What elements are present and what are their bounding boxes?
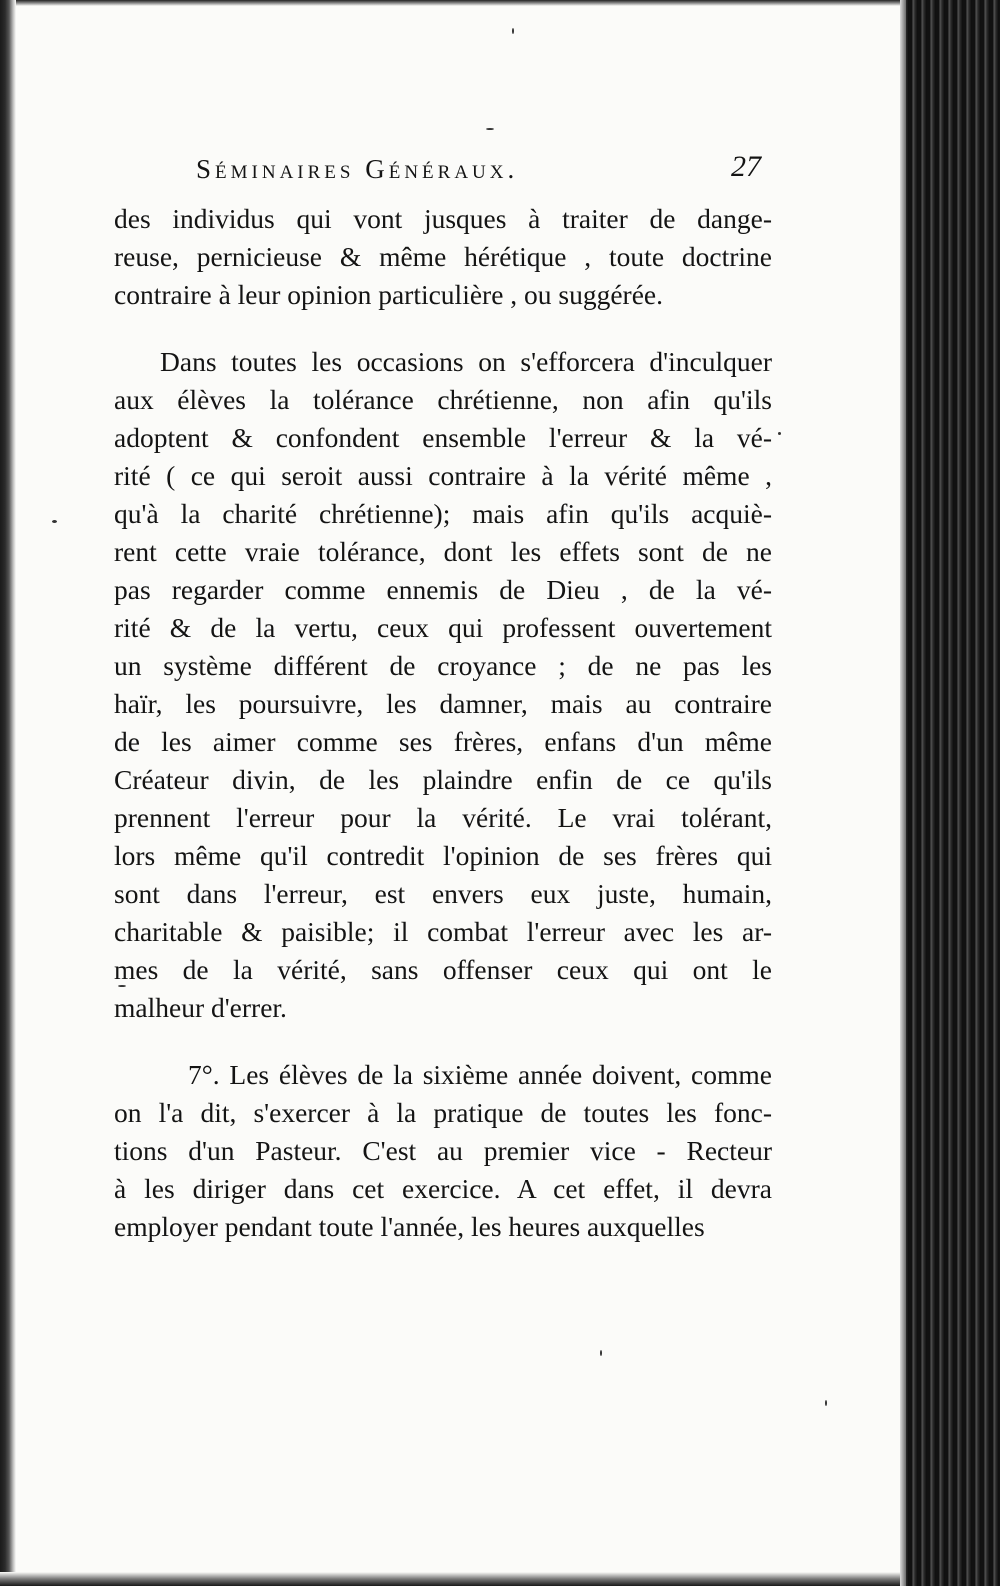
text-line: pas regarder comme ennemis de Dieu , de la vé- bbox=[114, 574, 772, 605]
running-title: Séminaires Généraux. bbox=[196, 154, 519, 184]
text-line: reuse, pernicieuse & même hérétique , toute doctrine bbox=[114, 241, 772, 272]
text-line: employer pendant toute l'année, les heures auxquelles bbox=[114, 1211, 705, 1242]
text-line: sont dans l'erreur, est envers eux juste, humain, bbox=[114, 878, 772, 909]
text-line: on l'a dit, s'exercer à la pratique de toutes les fonc- bbox=[114, 1097, 772, 1128]
text-line: des individus qui vont jusques à traiter de dange- bbox=[114, 203, 772, 234]
scan-speck bbox=[512, 28, 514, 34]
text-line: un système différent de croyance ; de ne pas les bbox=[114, 650, 772, 681]
text-line: à les diriger dans cet exercice. A cet effet, il devra bbox=[114, 1173, 772, 1204]
text-line: qu'à la charité chrétienne); mais afin qu'ils acquiè- bbox=[114, 498, 772, 529]
text-line: Créateur divin, de les plaindre enfin de ce qu'ils bbox=[114, 764, 772, 795]
text-line: Dans toutes les occasions on s'efforcera d'inculquer bbox=[160, 346, 772, 377]
text-line: mes de la vérité, sans offenser ceux qui ont le bbox=[114, 954, 772, 985]
scan-speck bbox=[52, 520, 57, 523]
text-line: tions d'un Pasteur. C'est au premier vice - Recteur bbox=[114, 1135, 772, 1166]
book-fore-edge-highlight bbox=[900, 0, 906, 1586]
page-number: 27 bbox=[731, 150, 761, 183]
text-line: aux élèves la tolérance chrétienne, non afin qu'ils bbox=[114, 384, 772, 415]
text-line: rent cette vraie tolérance, dont les effets sont de ne bbox=[114, 536, 772, 567]
text-line: rité ( ce qui seroit aussi contraire à la vérité même , bbox=[114, 460, 772, 491]
scan-speck bbox=[486, 128, 494, 130]
scan-speck bbox=[600, 1350, 602, 1356]
text-line: rité & de la vertu, ceux qui professent ouvertement bbox=[114, 612, 772, 643]
text-line: 7°. Les élèves de la sixième année doivent, comme bbox=[188, 1059, 772, 1090]
text-line: lors même qu'il contredit l'opinion de ses frères qui bbox=[114, 840, 772, 871]
book-fore-edge bbox=[900, 0, 1000, 1586]
text-line: malheur d'errer. bbox=[114, 992, 287, 1023]
text-line: prennent l'erreur pour la vérité. Le vrai tolérant, bbox=[114, 802, 772, 833]
running-header bbox=[196, 150, 761, 194]
scan-top-edge bbox=[0, 0, 1000, 6]
text-line: de les aimer comme ses frères, enfans d'un même bbox=[114, 726, 772, 757]
text-line: charitable & paisible; il combat l'erreur avec les ar- bbox=[114, 916, 772, 947]
scan-speck bbox=[825, 1400, 827, 1406]
text-line: contraire à leur opinion particulière , ou suggérée. bbox=[114, 279, 664, 310]
scan-bottom-edge bbox=[0, 1572, 1000, 1586]
scan-speck bbox=[778, 432, 781, 435]
text-line: adoptent & confondent ensemble l'erreur & la vé- bbox=[114, 422, 772, 453]
text-line: haïr, les poursuivre, les damner, mais au contraire bbox=[114, 688, 772, 719]
scan-left-edge bbox=[0, 0, 16, 1586]
